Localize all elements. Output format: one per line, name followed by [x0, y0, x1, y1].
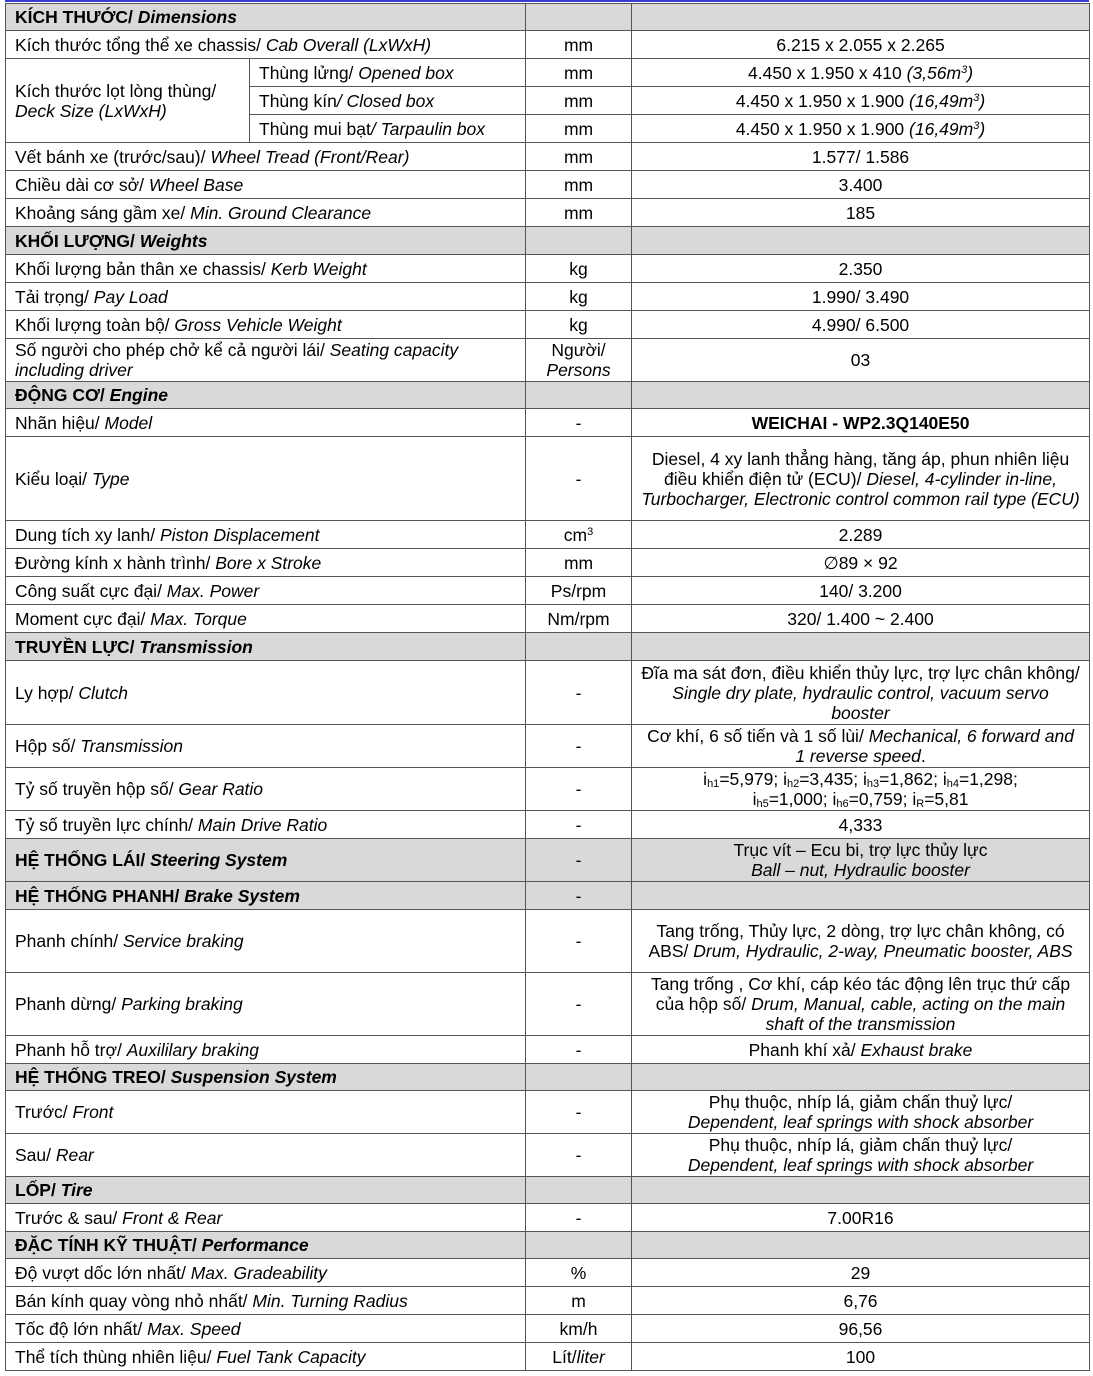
row-unit: mm: [526, 549, 632, 577]
row-gearbox: [6, 725, 1090, 768]
row-label: Moment cực đại/ Max. Torque: [6, 605, 526, 633]
row-service-brake: [6, 910, 1090, 973]
row-unit: kg: [526, 283, 632, 311]
row-unit: -: [526, 839, 632, 882]
row-unit: mm: [526, 115, 632, 143]
row-value: 7.00R16: [632, 1204, 1090, 1232]
row-label: Công suất cực đại/ Max. Power: [6, 577, 526, 605]
row-label: Khoảng sáng gầm xe/ Min. Ground Clearance: [6, 199, 526, 227]
row-value: 4,333: [632, 811, 1090, 839]
row-suspension-rear: [6, 1134, 1090, 1177]
row-suspension-front: [6, 1091, 1090, 1134]
row-gross-weight: [6, 311, 1090, 339]
row-unit: -: [526, 1091, 632, 1134]
row-value: Đĩa ma sát đơn, điều khiển thủy lực, trợ lực chân không/ Single dry plate, hydraulic control, vacuum servo booster: [632, 661, 1090, 725]
row-unit: Người/ Persons: [526, 339, 632, 382]
row-value: ∅89 × 92: [632, 549, 1090, 577]
row-unit: mm: [526, 171, 632, 199]
section-weights: [6, 227, 1090, 255]
row-bore-stroke: [6, 549, 1090, 577]
row-value: 4.450 x 1.950 x 1.900 $(16,49m^3)$: [632, 115, 1090, 143]
row-value: Phụ thuộc, nhíp lá, giảm chấn thuỷ lực/ Dependent, leaf springs with shock absorber: [632, 1134, 1090, 1177]
section-suspension: [6, 1064, 1090, 1091]
row-unit: kg: [526, 311, 632, 339]
row-value: $i_{h1}=5,979$; $i_{h2}=3,435$; $i_{h3}=1,862$; $i_{h4}=1,298$; $i_{h5}=1,000$; $i_{h6}=0,759$; $i_R=5,81$: [632, 768, 1090, 811]
section-dimensions: [6, 4, 1090, 31]
row-unit: mm: [526, 143, 632, 171]
row-label: Tỷ số truyền lực chính/ Main Drive Ratio: [6, 811, 526, 839]
section-title: ĐẶC TÍNH KỸ THUẬT/ Performance: [6, 1232, 526, 1259]
row-parking-brake: [6, 973, 1090, 1036]
row-label: Dung tích xy lanh/ Piston Displacement: [6, 521, 526, 549]
row-unit: %: [526, 1259, 632, 1287]
row-value: Trục vít – Ecu bi, trợ lực thủy lực Ball – nut, Hydraulic booster: [632, 839, 1090, 882]
row-unit: -: [526, 1134, 632, 1177]
row-label: Kiểu loại/ Type: [6, 437, 526, 521]
row-value: 1.577/ 1.586: [632, 143, 1090, 171]
section-steering: [6, 839, 1090, 882]
row-seating: [6, 339, 1090, 382]
row-label: Chiều dài cơ sở/ Wheel Base: [6, 171, 526, 199]
row-value: 6.215 x 2.055 x 2.265: [632, 31, 1090, 59]
row-unit: -: [526, 1036, 632, 1064]
row-label: Đường kính x hành trình/ Bore x Stroke: [6, 549, 526, 577]
row-gradeability: [6, 1259, 1090, 1287]
row-displacement: [6, 521, 1090, 549]
section-title: KHỐI LƯỢNG/ Weights: [6, 227, 526, 255]
row-gear-ratio: [6, 768, 1090, 811]
row-kerb-weight: [6, 255, 1090, 283]
row-label: Trước & sau/ Front & Rear: [6, 1204, 526, 1232]
row-aux-brake: [6, 1036, 1090, 1064]
row-value: 96,56: [632, 1315, 1090, 1343]
row-label: Tốc độ lớn nhất/ Max. Speed: [6, 1315, 526, 1343]
row-unit: mm: [526, 59, 632, 87]
row-unit: -: [526, 437, 632, 521]
row-value: 185: [632, 199, 1090, 227]
row-unit: Nm/rpm: [526, 605, 632, 633]
row-wheel-base: [6, 171, 1090, 199]
row-value: 2.289: [632, 521, 1090, 549]
row-value: 3.400: [632, 171, 1090, 199]
row-label: Độ vượt dốc lớn nhất/ Max. Gradeability: [6, 1259, 526, 1287]
row-unit: -: [526, 1204, 632, 1232]
row-unit: -: [526, 409, 632, 437]
section-performance: [6, 1232, 1090, 1259]
row-value: 4.450 x 1.950 x 1.900 $(16,49m^3)$: [632, 87, 1090, 115]
row-value: Tang trống, Thủy lực, 2 dòng, trợ lực chân không, có ABS/ Drum, Hydraulic, 2-way, Pneumatic booster, ABS: [632, 910, 1090, 973]
section-tire: [6, 1177, 1090, 1204]
row-label: Khối lượng toàn bộ/ Gross Vehicle Weight: [6, 311, 526, 339]
row-turning-radius: [6, 1287, 1090, 1315]
row-label: Phanh dừng/ Parking braking: [6, 973, 526, 1036]
section-brake: [6, 882, 1090, 910]
section-transmission: [6, 633, 1090, 661]
row-value: 100: [632, 1343, 1090, 1371]
row-max-speed: [6, 1315, 1090, 1343]
row-pay-load: [6, 283, 1090, 311]
row-label: Phanh chính/ Service braking: [6, 910, 526, 973]
section-title: HỆ THỐNG PHANH/ Brake System: [6, 882, 526, 910]
row-unit: mm: [526, 199, 632, 227]
row-ground-clearance: [6, 199, 1090, 227]
row-label: Nhãn hiệu/ Model: [6, 409, 526, 437]
row-value: 1.990/ 3.490: [632, 283, 1090, 311]
row-unit: mm: [526, 31, 632, 59]
row-unit: Lít/liter: [526, 1343, 632, 1371]
row-unit: -: [526, 973, 632, 1036]
row-label: Phanh hỗ trợ/ Auxililary braking: [6, 1036, 526, 1064]
row-unit: -: [526, 768, 632, 811]
row-unit: m: [526, 1287, 632, 1315]
section-title: ĐỘNG CƠ/ Engine: [6, 382, 526, 409]
row-deck-opened: [6, 59, 1090, 87]
row-clutch: [6, 661, 1090, 725]
row-value: 03: [632, 339, 1090, 382]
row-unit: -: [526, 882, 632, 910]
row-fuel-tank: [6, 1343, 1090, 1371]
row-cab-overall: [6, 31, 1090, 59]
spec-table: [5, 3, 1090, 1371]
row-unit: -: [526, 661, 632, 725]
row-value: Phanh khí xả/ Exhaust brake: [632, 1036, 1090, 1064]
row-label: Thùng lửng/ Opened box: [250, 59, 526, 87]
row-unit: $cm^3$: [526, 521, 632, 549]
row-unit: -: [526, 910, 632, 973]
row-label: Kích thước tổng thể xe chassis/ Cab Overall (LxWxH): [6, 31, 526, 59]
row-value: Tang trống , Cơ khí, cáp kéo tác động lên trục thứ cấp của hộp số/ Drum, Manual, cable, acting on the main shaft of the transmission: [632, 973, 1090, 1036]
row-label: Thể tích thùng nhiên liệu/ Fuel Tank Capacity: [6, 1343, 526, 1371]
section-title: HỆ THỐNG TREO/ Suspension System: [6, 1064, 526, 1091]
row-label: Khối lượng bản thân xe chassis/ Kerb Weight: [6, 255, 526, 283]
row-value: Phụ thuộc, nhíp lá, giảm chấn thuỷ lực/ Dependent, leaf springs with shock absorber: [632, 1091, 1090, 1134]
row-value: WEICHAI - WP2.3Q140E50: [632, 409, 1090, 437]
row-unit: mm: [526, 87, 632, 115]
row-label: Tỷ số truyền hộp số/ Gear Ratio: [6, 768, 526, 811]
row-label: Tải trọng/ Pay Load: [6, 283, 526, 311]
row-label: Thùng kín/ Closed box: [250, 87, 526, 115]
row-value: 2.350: [632, 255, 1090, 283]
row-label: Hộp số/ Transmission: [6, 725, 526, 768]
row-label: Vết bánh xe (trước/sau)/ Wheel Tread (Front/Rear): [6, 143, 526, 171]
row-value: 320/ 1.400 ~ 2.400: [632, 605, 1090, 633]
row-unit: -: [526, 725, 632, 768]
section-title: LỐP/ Tire: [6, 1177, 526, 1204]
row-main-drive: [6, 811, 1090, 839]
row-label: Số người cho phép chở kể cả người lái/ Seating capacity including driver: [6, 339, 526, 382]
row-tire-size: [6, 1204, 1090, 1232]
row-value: 140/ 3.200: [632, 577, 1090, 605]
row-label: Thùng mui bạt/ Tarpaulin box: [250, 115, 526, 143]
section-title: HỆ THỐNG LÁI/ Steering System: [6, 839, 526, 882]
section-title: TRUYỀN LỰC/ Transmission: [6, 633, 526, 661]
row-value: 29: [632, 1259, 1090, 1287]
row-value: 6,76: [632, 1287, 1090, 1315]
deck-size-label: Kích thước lọt lòng thùng/ Deck Size (LxWxH): [6, 59, 250, 143]
row-unit: -: [526, 811, 632, 839]
row-value: 4.450 x 1.950 x 410 $(3,56m^3)$: [632, 59, 1090, 87]
row-value: Cơ khí, 6 số tiến và 1 số lùi/ Mechanical, 6 forward and 1 reverse speed.: [632, 725, 1090, 768]
row-engine-type: [6, 437, 1090, 521]
row-label: Sau/ Rear: [6, 1134, 526, 1177]
row-unit: km/h: [526, 1315, 632, 1343]
section-title: KÍCH THƯỚC/ Dimensions: [6, 4, 526, 31]
row-model: [6, 409, 1090, 437]
row-unit: kg: [526, 255, 632, 283]
row-unit: Ps/rpm: [526, 577, 632, 605]
row-max-torque: [6, 605, 1090, 633]
row-value: 4.990/ 6.500: [632, 311, 1090, 339]
row-label: Ly hợp/ Clutch: [6, 661, 526, 725]
row-label: Bán kính quay vòng nhỏ nhất/ Min. Turning Radius: [6, 1287, 526, 1315]
top-border-line: [5, 0, 1089, 2]
row-value: Diesel, 4 xy lanh thẳng hàng, tăng áp, phun nhiên liệu điều khiển điện tử (ECU)/ Diesel, 4-cylinder in-line, Turbocharger, Electronic control common rail type (ECU): [632, 437, 1090, 521]
row-max-power: [6, 577, 1090, 605]
row-wheel-tread: [6, 143, 1090, 171]
row-label: Trước/ Front: [6, 1091, 526, 1134]
section-engine: [6, 382, 1090, 409]
